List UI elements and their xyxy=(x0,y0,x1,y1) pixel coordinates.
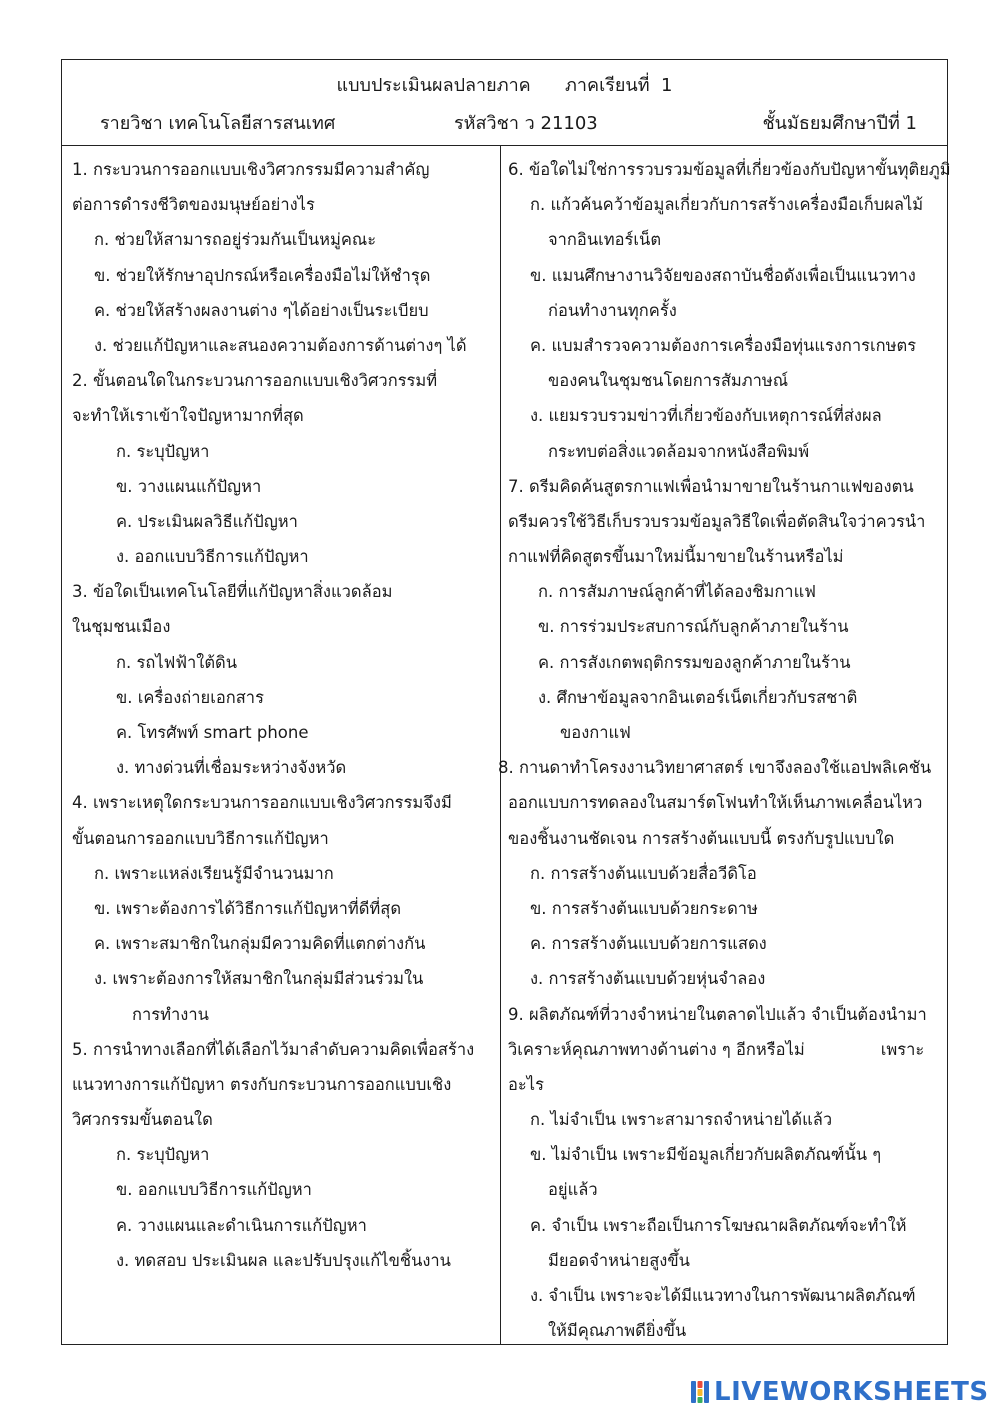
question-9-choice-b[interactable]: ข. ไม่จำเป็น เพราะมีข้อมูลเกี่ยวกับผลิตภัณฑ์นั้น ๆ xyxy=(530,1145,882,1165)
question-1-choice-b[interactable]: ข. ช่วยให้รักษาอุปกรณ์หรือเครื่องมือไม่ให้ชำรุด xyxy=(94,265,431,285)
question-4-stem: 4. เพราะเหตุใดกระบวนการออกแบบเชิงวิศวกรรมจึงมี xyxy=(72,793,452,813)
question-9-stem-cont-text: วิเคราะห์คุณภาพทางด้านต่าง ๆ อีกหรือไม่ xyxy=(508,1039,805,1059)
question-7-choice-c[interactable]: ค. การสังเกตพฤติกรรมของลูกค้าภายในร้าน xyxy=(538,652,851,672)
question-2-choice-d[interactable]: ง. ออกแบบวิธีการแก้ปัญหา xyxy=(116,547,309,567)
exam-title: แบบประเมินผลปลายภาค ภาคเรียนที่ 1 xyxy=(336,75,673,96)
question-6-choice-c[interactable]: ค. แบมสำรวจความต้องการเครื่องมือทุ่นแรงการเกษตร xyxy=(530,335,917,355)
question-7-choice-d[interactable]: ง. ศึกษาข้อมูลจากอินเตอร์เน็ตเกี่ยวกับรสชาติ xyxy=(538,687,858,707)
question-5-stem: 5. การนำทางเลือกที่ได้เลือกไว้มาลำดับความคิดเพื่อสร้าง xyxy=(72,1039,475,1059)
question-2-stem-cont: จะทำให้เราเข้าใจปัญหามากที่สุด xyxy=(72,406,304,426)
question-4-choice-c[interactable]: ค. เพราะสมาชิกในกลุ่มมีความคิดที่แตกต่างกัน xyxy=(94,934,426,954)
question-6-choice-c-cont: ของคนในชุมชนโดยการสัมภาษณ์ xyxy=(548,371,789,391)
question-3-choice-c[interactable]: ค. โทรศัพท์ smart phone xyxy=(116,723,309,742)
question-6-stem: 6. ข้อใดไม่ใช่การรวบรวมข้อมูลที่เกี่ยวข้องกับปัญหาขั้นทุติยภูมิ xyxy=(508,160,951,179)
question-8-choice-c[interactable]: ค. การสร้างต้นแบบด้วยการแสดง xyxy=(530,934,767,954)
question-9-choice-b-cont: อยู่แล้ว xyxy=(548,1180,598,1200)
question-6-choice-a-cont: จากอินเทอร์เน็ต xyxy=(548,230,662,250)
question-3-choice-b[interactable]: ข. เครื่องถ่ายเอกสาร xyxy=(116,687,264,707)
question-3-stem-cont: ในชุมชนเมือง xyxy=(72,617,171,637)
question-4-choice-d-cont: การทำงาน xyxy=(132,1004,209,1024)
question-9-choice-c[interactable]: ค. จำเป็น เพราะถือเป็นการโฆษณาผลิตภัณฑ์จะทำให้ xyxy=(530,1215,907,1235)
question-9-choice-d[interactable]: ง. จำเป็น เพราะจะได้มีแนวทางในการพัฒนาผลิตภัณฑ์ xyxy=(530,1286,916,1305)
question-3-choice-d[interactable]: ง. ทางด่วนที่เชื่อมระหว่างจังหวัด xyxy=(116,758,347,778)
question-9-stem: 9. ผลิตภัณฑ์ที่วางจำหน่ายในตลาดไปแล้ว จำเป็นต้องนำมา xyxy=(508,1004,927,1024)
question-3-stem: 3. ข้อใดเป็นเทคโนโลยีที่แก้ปัญหาสิ่งแวดล้อม xyxy=(72,582,393,602)
question-6-choice-b-cont: ก่อนทำงานทุกครั้ง xyxy=(548,300,677,320)
worksheet-frame xyxy=(61,59,951,1345)
subject-code: รหัสวิชา ว 21103 xyxy=(454,113,598,134)
question-7-stem-cont: ดรีมควรใช้วิธีเก็บรวบรวมข้อมูลวิธีใดเพื่อตัดสินใจว่าควรนำ xyxy=(508,511,926,531)
question-5-stem-cont-2: วิศวกรรมขั้นตอนใด xyxy=(72,1110,213,1130)
question-2-choice-c[interactable]: ค. ประเมินผลวิธีแก้ปัญหา xyxy=(116,511,298,531)
left-column xyxy=(72,152,492,1278)
question-8-choice-b[interactable]: ข. การสร้างต้นแบบด้วยกระดาษ xyxy=(530,898,758,918)
liveworksheets-footer[interactable] xyxy=(690,1376,989,1408)
question-9-stem-cont xyxy=(508,1032,948,1067)
question-2-stem: 2. ขั้นตอนใดในกระบวนการออกแบบเชิงวิศวกรรมที่ xyxy=(72,371,438,391)
question-9-stem-because: เพราะ xyxy=(880,1039,925,1059)
question-7-stem: 7. ดรีมคิดค้นสูตรกาแฟเพื่อนำมาขายในร้านกาแฟของตน xyxy=(508,476,914,496)
question-8-stem: 8. กานดาทำโครงงานวิทยาศาสตร์ เขาจึงลองใช้แอปพลิเคชัน xyxy=(498,758,932,778)
question-7-choice-b[interactable]: ข. การร่วมประสบการณ์กับลูกค้าภายในร้าน xyxy=(538,617,849,637)
question-4-choice-b[interactable]: ข. เพราะต้องการได้วิธีการแก้ปัญหาที่ดีที่สุด xyxy=(94,898,402,918)
question-9-stem-cont-2: อะไร xyxy=(508,1074,544,1094)
right-column xyxy=(498,152,951,1348)
question-1-choice-c[interactable]: ค. ช่วยให้สร้างผลงานต่าง ๆได้อย่างเป็นระเบียบ xyxy=(94,300,429,320)
question-6-choice-a[interactable]: ก. แก้วค้นคว้าข้อมูลเกี่ยวกับการสร้างเครื่องมือเก็บผลไม้ xyxy=(530,195,924,215)
question-5-choice-b[interactable]: ข. ออกแบบวิธีการแก้ปัญหา xyxy=(116,1180,312,1200)
grade-level: ชั้นมัธยมศึกษาปีที่ 1 xyxy=(762,113,917,134)
question-8-stem-cont-2: ของชิ้นงานชัดเจน การสร้างต้นแบบนี้ ตรงกับรูปแบบใด xyxy=(508,828,895,848)
question-9-choice-c-cont: มียอดจำหน่ายสูงขึ้น xyxy=(548,1250,690,1270)
question-8-stem-cont: ออกแบบการทดลองในสมาร์ตโฟนทำให้เห็นภาพเคลื่อนไหว xyxy=(508,793,923,813)
question-3-choice-a[interactable]: ก. รถไฟฟ้าใต้ดิน xyxy=(116,652,238,672)
question-1-stem-cont: ต่อการดำรงชีวิตของมนุษย์อย่างไร xyxy=(72,195,315,215)
worksheet-header xyxy=(62,60,947,146)
question-1-choice-d[interactable]: ง. ช่วยแก้ปัญหาและสนองความต้องการด้านต่างๆ ได้ xyxy=(94,335,467,355)
subject-name: รายวิชา เทคโนโลยีสารสนเทศ xyxy=(100,113,336,134)
question-5-choice-a[interactable]: ก. ระบุปัญหา xyxy=(116,1145,210,1165)
liveworksheets-logo-icon xyxy=(690,1379,710,1405)
question-1-choice-a[interactable]: ก. ช่วยให้สามารถอยู่ร่วมกันเป็นหมู่คณะ xyxy=(94,230,377,250)
question-8-choice-a[interactable]: ก. การสร้างต้นแบบด้วยสื่อวีดิโอ xyxy=(530,863,757,883)
question-4-choice-a[interactable]: ก. เพราะแหล่งเรียนรู้มีจำนวนมาก xyxy=(94,863,334,883)
question-7-stem-cont-2: กาแฟที่คิดสูตรขึ้นมาใหม่นี้มาขายในร้านหรือไม่ xyxy=(508,547,844,567)
question-5-choice-c[interactable]: ค. วางแผนและดำเนินการแก้ปัญหา xyxy=(116,1215,367,1235)
question-4-stem-cont: ขั้นตอนการออกแบบวิธีการแก้ปัญหา xyxy=(72,828,329,848)
question-1-stem: 1. กระบวนการออกแบบเชิงวิศวกรรมมีความสำคัญ xyxy=(72,160,430,179)
question-9-choice-d-cont: ให้มีคุณภาพดียิ่งขึ้น xyxy=(548,1321,687,1341)
question-2-choice-a[interactable]: ก. ระบุปัญหา xyxy=(116,441,210,461)
question-2-choice-b[interactable]: ข. วางแผนแก้ปัญหา xyxy=(116,476,262,496)
question-9-choice-a[interactable]: ก. ไม่จำเป็น เพราะสามารถจำหน่ายได้แล้ว xyxy=(530,1110,833,1130)
column-divider xyxy=(500,146,501,1344)
question-6-choice-d-cont: กระทบต่อสิ่งแวดล้อมจากหนังสือพิมพ์ xyxy=(548,441,810,461)
question-5-stem-cont: แนวทางการแก้ปัญหา ตรงกับกระบวนการออกแบบเชิง xyxy=(72,1074,452,1094)
question-8-choice-d[interactable]: ง. การสร้างต้นแบบด้วยหุ่นจำลอง xyxy=(530,969,766,989)
question-6-choice-d[interactable]: ง. แยมรวบรวมข่าวที่เกี่ยวข้องกับเหตุการณ์ที่ส่งผล xyxy=(530,406,882,426)
question-4-choice-d[interactable]: ง. เพราะต้องการให้สมาชิกในกลุ่มมีส่วนร่วมใน xyxy=(94,969,424,989)
question-6-choice-b[interactable]: ข. แมนศึกษางานวิจัยของสถาบันชื่อดังเพื่อเป็นแนวทาง xyxy=(530,265,916,285)
question-7-choice-a[interactable]: ก. การสัมภาษณ์ลูกค้าที่ได้ลองชิมกาแฟ xyxy=(538,582,816,602)
question-5-choice-d[interactable]: ง. ทดสอบ ประเมินผล และปรับปรุงแก้ไขชิ้นงาน xyxy=(116,1250,451,1270)
liveworksheets-brand: LIVEWORKSHEETS xyxy=(714,1377,989,1407)
question-7-choice-d-cont: ของกาแฟ xyxy=(560,723,631,742)
